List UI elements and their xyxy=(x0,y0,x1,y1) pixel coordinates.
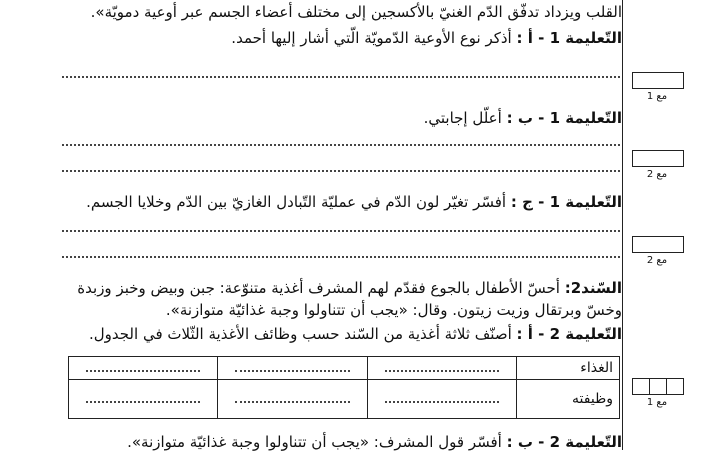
answer-line-1c-1[interactable] xyxy=(62,230,620,232)
instruction-2a-label: التّعليمة 2 - أ : xyxy=(516,325,622,343)
instruction-2b xyxy=(127,432,622,452)
table-row-function xyxy=(69,380,620,419)
document-2-text-1: أحسّ الأطفال بالجوع فقدّم لهم المشرف أغذية متنوّعة: جبن وبيض وخبز وزبدة xyxy=(77,279,560,297)
table-row-food xyxy=(69,357,620,380)
grading-margin-line xyxy=(622,0,623,450)
intro-line: القلب ويزداد تدفّق الدّم الغنيّ بالأكسجين إلى مختلف أعضاء الجسم عبر أوعية دمويّة». xyxy=(90,3,622,21)
instruction-2a-text: أصنّف ثلاثة أغذية من السّند حسب وظائف الأغذية الثّلاث في الجدول. xyxy=(88,325,512,343)
answer-line-1c-2[interactable] xyxy=(62,256,620,258)
score-label-1a: مع 1 xyxy=(646,91,668,102)
table-cell-function-1[interactable] xyxy=(367,380,516,419)
score-box-1a[interactable] xyxy=(632,72,684,89)
score-box-2a[interactable] xyxy=(632,378,684,395)
instruction-1b-label: التّعليمة 1 - ب : xyxy=(506,109,622,127)
table-cell-function-2[interactable] xyxy=(218,380,367,419)
answer-line-1b-2[interactable] xyxy=(62,170,620,172)
answer-line-1a[interactable] xyxy=(62,76,620,78)
instruction-2b-text: أفسّر قول المشرف: «يجب أن تتناولوا وجبة غذائيّة متوازنة». xyxy=(127,433,502,451)
instruction-1c-text: أفسّر تغيّر لون الدّم في عمليّة التّبادل الغازيّ بين الدّم وخلايا الجسم. xyxy=(86,193,507,211)
table-cell-food-3[interactable] xyxy=(69,357,218,380)
instruction-2b-label: التّعليمة 2 - ب : xyxy=(506,433,622,451)
instruction-1b xyxy=(424,108,622,128)
instruction-1b-text: أعلّل إجابتي. xyxy=(423,109,502,127)
score-box-1b[interactable] xyxy=(632,150,684,167)
document-2-line-2: وخسّ وبرتقال وزيت زيتون. وقال: «يجب أن تتناولوا وجبة غذائيّة متوازنة». xyxy=(165,301,622,319)
score-label-2a: مع 1 xyxy=(646,397,668,408)
instruction-1c-label: التّعليمة 1 - ج : xyxy=(510,193,622,211)
table-cell-food-1[interactable] xyxy=(367,357,516,380)
table-header-function: وظيفته xyxy=(517,380,620,419)
instruction-1a-label: التّعليمة 1 - أ : xyxy=(516,29,622,47)
score-box-1c[interactable] xyxy=(632,236,684,253)
table-header-food: الغذاء xyxy=(517,357,620,380)
instruction-1a-text: أذكر نوع الأوعية الدّمويّة الّتي أشار إليها أحمد. xyxy=(231,29,512,47)
instruction-1c xyxy=(86,192,622,212)
instruction-1a xyxy=(231,28,622,48)
document-2-label: السّند2: xyxy=(564,279,622,297)
table-cell-food-2[interactable] xyxy=(218,357,367,380)
instruction-2a xyxy=(89,324,622,344)
score-label-1c: مع 2 xyxy=(646,255,668,266)
table-cell-function-3[interactable] xyxy=(69,380,218,419)
score-label-1b: مع 2 xyxy=(646,169,668,180)
answer-line-1b-1[interactable] xyxy=(62,144,620,146)
document-2-line-1 xyxy=(77,278,622,298)
classification-table xyxy=(68,356,620,419)
